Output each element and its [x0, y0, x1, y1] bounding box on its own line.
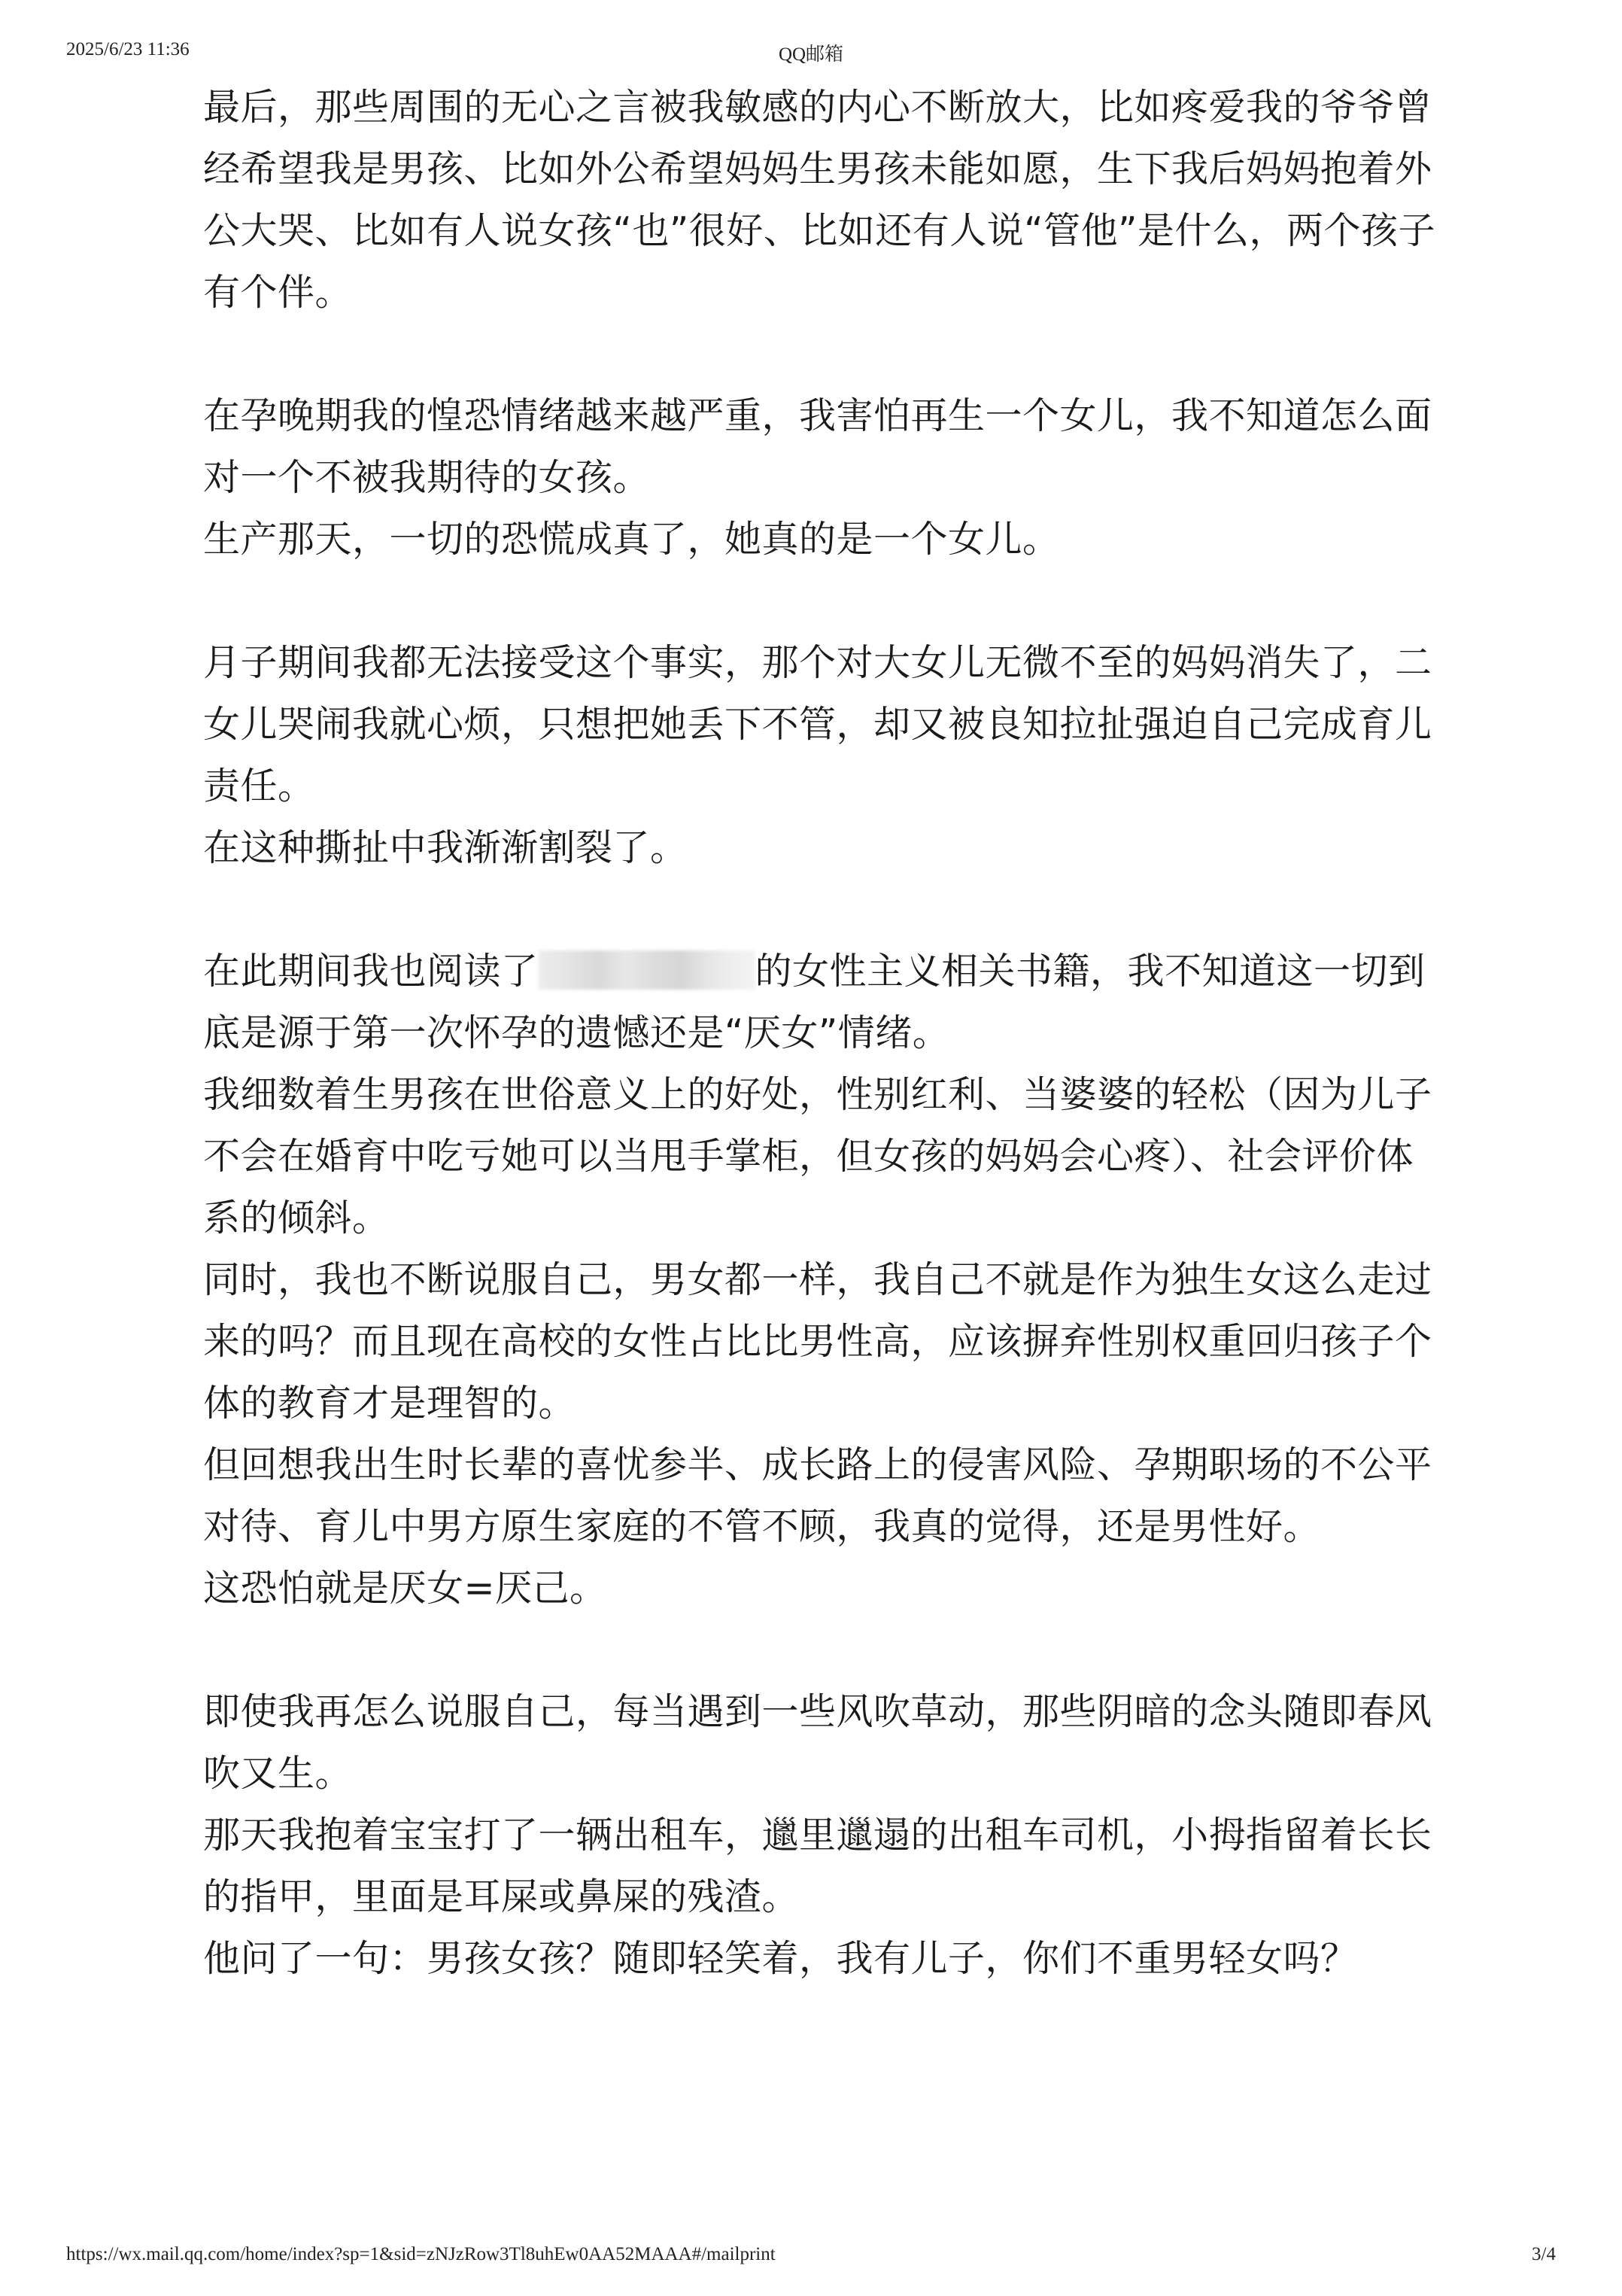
paragraph: 月子期间我都无法接受这个事实，那个对大女儿无微不至的妈妈消失了，二女儿哭闹我就心烦，只想把她丢下不管，却又被良知拉扯强迫自己完成育儿责任。 — [203, 641, 1432, 807]
print-url: https://wx.mail.qq.com/home/index?sp=1&sid=zNJzRow3Tl8uhEw0AA52MAAA#/mailprint — [66, 2244, 776, 2264]
paragraph: 在这种撕扯中我渐渐割裂了。 — [203, 826, 688, 869]
paragraph: 同时，我也不断说服自己，男女都一样，我自己不就是作为独生女这么走过来的吗？而且现在高校的女性占比比男性高，应该摒弃性别权重回归孩子个体的教育才是理智的。 — [203, 1258, 1432, 1425]
print-datetime: 2025/6/23 11:36 — [66, 39, 190, 59]
paragraph-text-before-redaction: 在此期间我也阅读了 — [203, 950, 539, 993]
page-number: 3/4 — [1532, 2244, 1556, 2264]
redacted-blur — [539, 950, 755, 990]
print-header — [0, 39, 1622, 66]
print-footer — [0, 2244, 1622, 2271]
paragraph: 最后，那些周围的无心之言被我敏感的内心不断放大，比如疼爱我的爷爷曾经希望我是男孩、比如外公希望妈妈生男孩未能如愿，生下我后妈妈抱着外公大哭、比如有人说女孩“也”很好、比如还有人说“管他”是什么，两个孩子有个伴。 — [203, 86, 1436, 314]
paragraph-text-after-redaction: 的女性主义相关书籍，我不知道这一切到底是源于第一次怀孕的遗憾还是“厌女”情绪。 — [203, 950, 1426, 1054]
paragraph: 在孕晚期我的惶恐情绪越来越严重，我害怕再生一个女儿，我不知道怎么面对一个不被我期待的女孩。 — [203, 394, 1432, 499]
paragraph: 但回想我出生时长辈的喜忧参半、成长路上的侵害风险、孕期职场的不公平对待、育儿中男方原生家庭的不管不顾，我真的觉得，还是男性好。 — [203, 1443, 1432, 1548]
paragraph — [203, 941, 1437, 1064]
paragraph-gap — [203, 879, 1437, 941]
paragraph-gap — [203, 1619, 1437, 1681]
paragraph: 他问了一句：男孩女孩？随即轻笑着，我有儿子，你们不重男轻女吗？ — [203, 1937, 1358, 1980]
paragraph: 这恐怕就是厌女=厌己。 — [203, 1567, 607, 1610]
print-title: QQ邮箱 — [778, 44, 844, 65]
paragraph: 即使我再怎么说服自己，每当遇到一些风吹草动，那些阴暗的念头随即春风吹又生。 — [203, 1690, 1432, 1795]
paragraph: 那天我抱着宝宝打了一辆出租车，邋里邋遢的出租车司机，小拇指留着长长的指甲，里面是耳屎或鼻屎的残渣。 — [203, 1814, 1432, 1918]
paragraph: 生产那天，一切的恐慌成真了，她真的是一个女儿。 — [203, 518, 1060, 561]
paragraph-gap — [203, 570, 1437, 632]
article-body — [203, 77, 1437, 1990]
paragraph-gap — [203, 324, 1437, 385]
paragraph: 我细数着生男孩在世俗意义上的好处，性别红利、当婆婆的轻松（因为儿子不会在婚育中吃亏她可以当甩手掌柜，但女孩的妈妈会心疼）、社会评价体系的倾斜。 — [203, 1073, 1432, 1239]
